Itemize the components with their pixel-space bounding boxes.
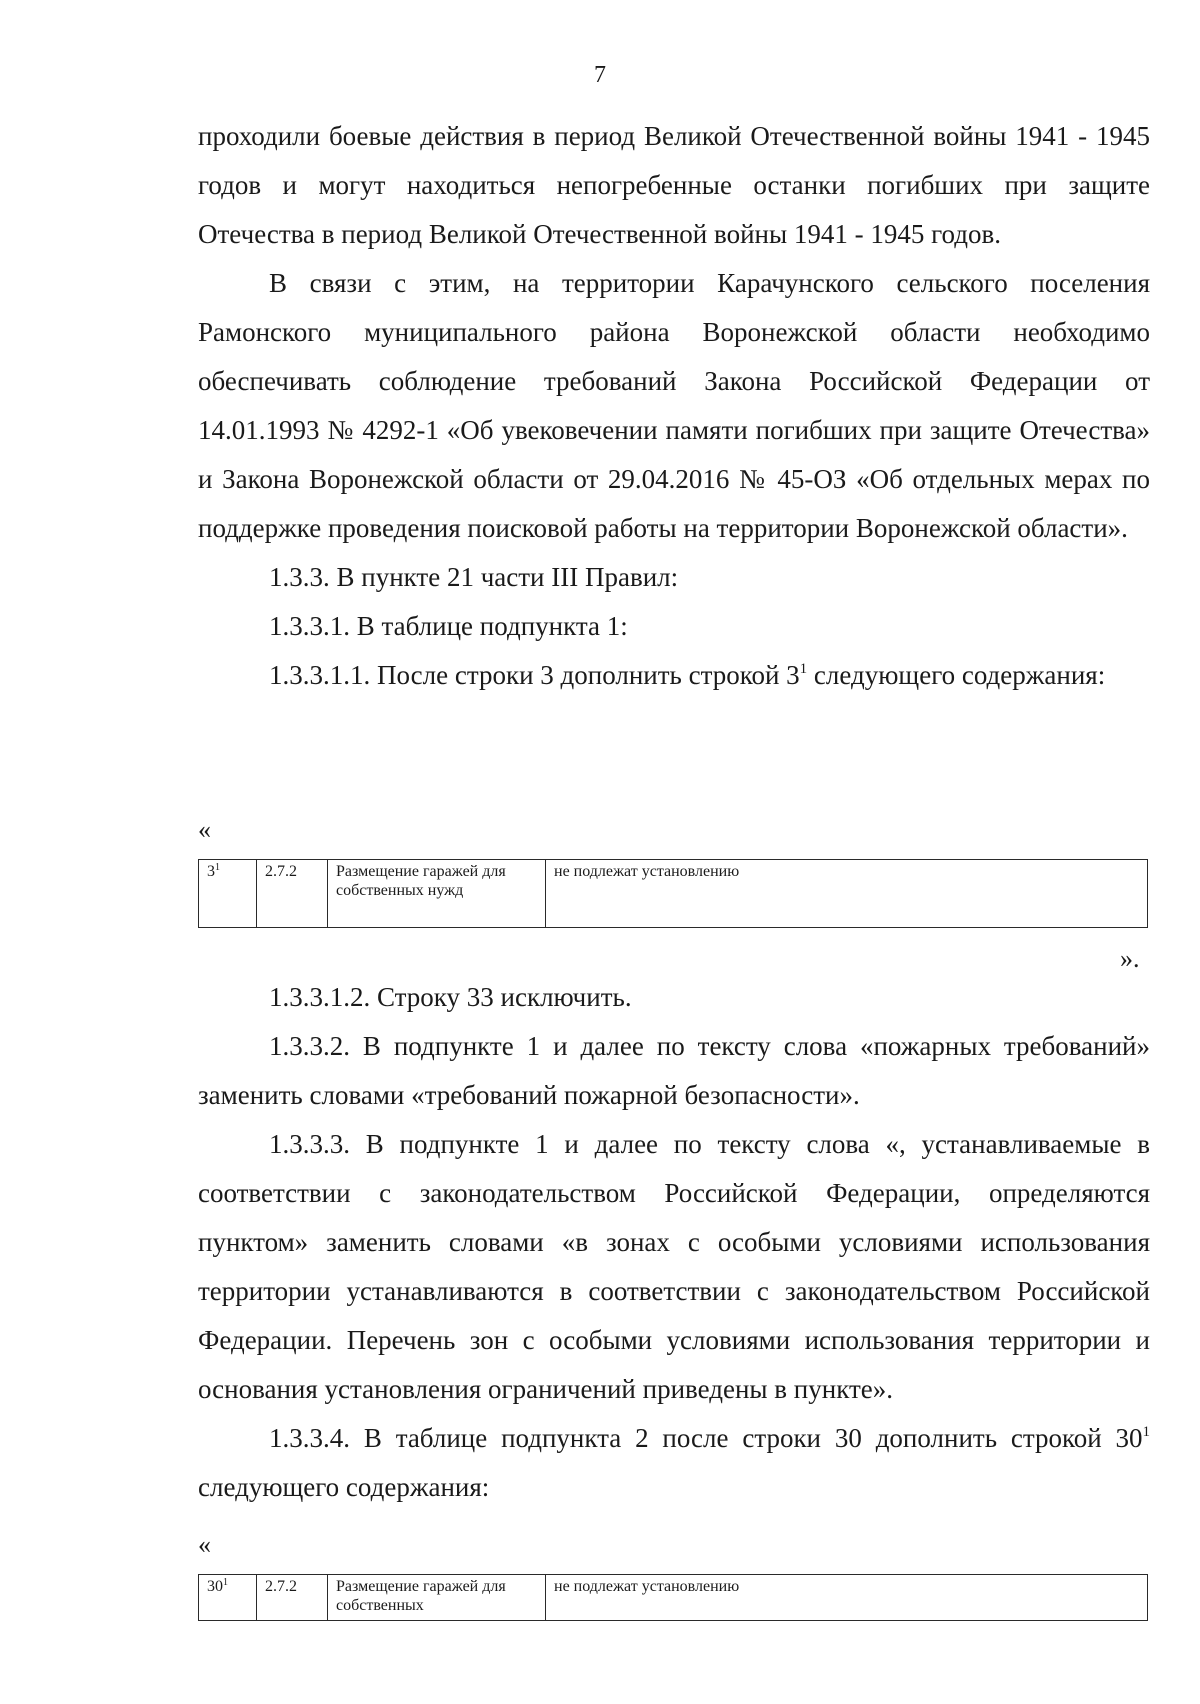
inserted-table-row-30-1 xyxy=(198,1574,1148,1621)
quote-open-mark: « xyxy=(198,815,211,844)
paragraph-continuation: проходили боевые действия в период Великой Отечественной войны 1941 - 1945 годов и могут находиться непогребенные останки погибших при защите Отечества в период Великой Отечественной войны 1941 - 1945 годов. xyxy=(198,121,1150,249)
body-text-middle xyxy=(198,973,1150,1512)
table-cell-number: $3^1$ xyxy=(199,860,257,928)
table-cell-number: $30^1$ xyxy=(199,1575,257,1621)
table-cell-name: Размещение гаражей для собственных xyxy=(328,1575,546,1621)
superscript: 1 xyxy=(799,661,808,677)
table-cell-code: 2.7.2 xyxy=(257,860,328,928)
paragraph-item-1-3-3-1-2: 1.3.3.1.2. Строку 33 исключить. xyxy=(269,982,632,1012)
body-text-top xyxy=(198,112,1150,700)
table-row xyxy=(199,1575,1148,1621)
table-cell-code: 2.7.2 xyxy=(257,1575,328,1621)
table-cell-value: не подлежат установлению xyxy=(546,860,1148,928)
paragraph-item-1-3-3-3: 1.3.3.3. В подпункте 1 и далее по тексту слова «, устанавливаемые в соответствии с законодательством Российской Федерации, определяются пунктом» заменить словами «в зонах с особыми условиями использования территории устанавливаются в соответствии с законодательством Российской Федерации. Перечень зон с особыми условиями использования территории и основания установления ограничений приведены в пункте». xyxy=(198,1129,1150,1404)
paragraph-item-1-3-3-1-1: 1.3.3.1.1. После строки 3 дополнить строкой $3^1$ следующего содержания: xyxy=(269,660,1106,690)
superscript: 1 xyxy=(1142,1424,1150,1440)
table-cell-value: не подлежат установлению xyxy=(546,1575,1148,1621)
paragraph-item-1-3-3-4: 1.3.3.4. В таблице подпункта 2 после строки 30 дополнить строкой $30^1$ следующего содержания: xyxy=(198,1423,1150,1502)
paragraph-item-1-3-3-1: 1.3.3.1. В таблице подпункта 1: xyxy=(269,611,628,641)
table-row xyxy=(199,860,1148,928)
paragraph-item-1-3-3: 1.3.3. В пункте 21 части III Правил: xyxy=(269,562,679,592)
inserted-table-row-3-1 xyxy=(198,859,1148,928)
paragraph-law-requirements: В связи с этим, на территории Карачунского сельского поселения Рамонского муниципального района Воронежской области необходимо обеспечивать соблюдение требований Закона Российской Федерации от 14.01.1993 № 4292-1 «Об увековечении памяти погибших при защите Отечества» и Закона Воронежской области от 29.04.2016 № 45-ОЗ «Об отдельных мерах по поддержке проведения поисковой работы на территории Воронежской области». xyxy=(198,268,1150,543)
quote-close-mark: ». xyxy=(1120,944,1140,973)
table-cell-name: Размещение гаражей для собственных нужд xyxy=(328,860,546,928)
page-number: 7 xyxy=(594,62,606,88)
paragraph-item-1-3-3-2: 1.3.3.2. В подпункте 1 и далее по тексту слова «пожарных требований» заменить словами «требований пожарной безопасности». xyxy=(198,1031,1150,1110)
quote-open-mark-2: « xyxy=(198,1530,211,1559)
